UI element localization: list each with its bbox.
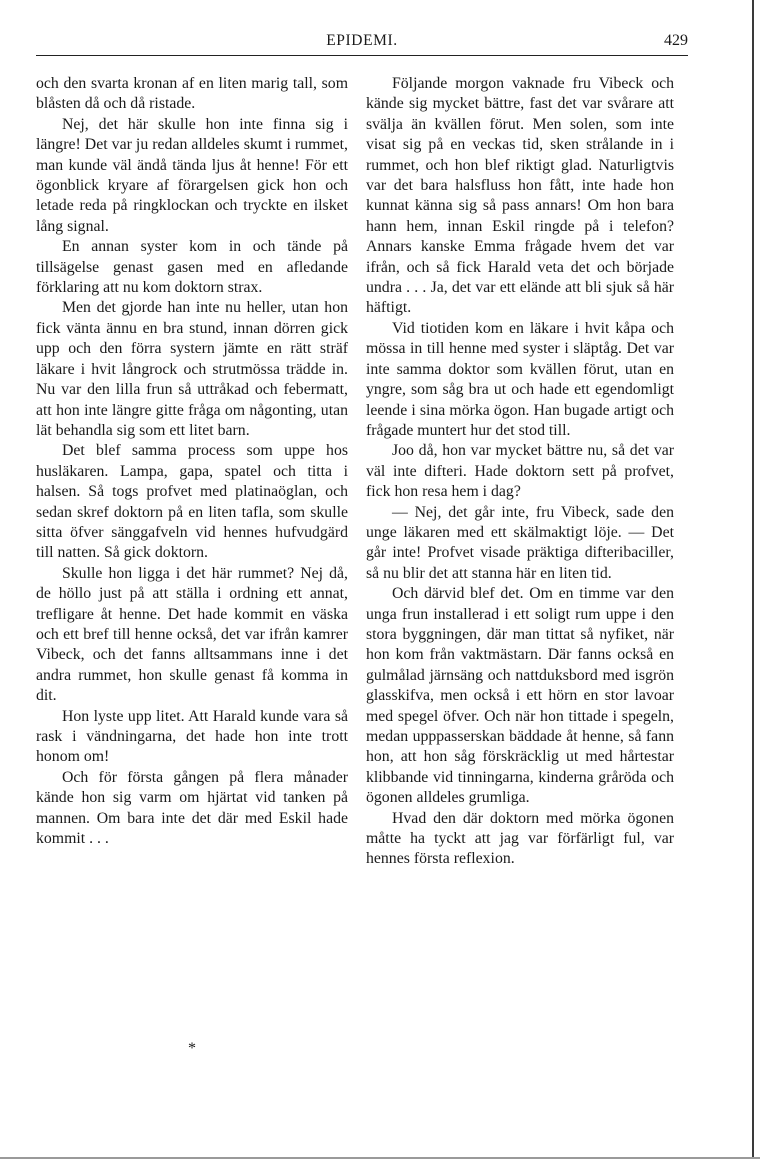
running-title: EPIDEMI. bbox=[326, 32, 398, 49]
right-column bbox=[366, 74, 674, 870]
paragraph: Hon lyste upp litet. Att Harald kunde vara så rask i vändningarna, det hade hon inte trott honom om! bbox=[36, 707, 348, 766]
page-edge bbox=[752, 0, 754, 1159]
paragraph: Joo då, hon var mycket bättre nu, så det var väl inte difteri. Hade doktorn sett på profvet, fick hon resa hem i dag? bbox=[366, 442, 674, 501]
paragraph: Det blef samma process som uppe hos husläkaren. Lampa, gapa, spatel och titta i halsen. Så togs profvet med platinaöglan, och sedan skref doktorn på en liten tafla, som skulle sitta öfver sänggafveln vid hennes hufvudgärd till natten. Så gick doktorn. bbox=[36, 442, 348, 562]
paragraph: Och för första gången på flera månader kände hon sig varm om hjärtat vid tanken på mannen. Om bara inte det där med Eskil hade kommit . . . bbox=[36, 768, 348, 848]
paragraph: Hvad den där doktorn med mörka ögonen måtte ha tyckt att jag var förfärligt ful, var hennes första reflexion. bbox=[366, 809, 674, 868]
paragraph: Och därvid blef det. Om en timme var den unga frun installerad i ett soligt rum uppe i den stora byggningen, där man tittat så nyfiket, när hon kom från vaktmästarn. Där fanns också en gulmålad järnsäng och nattduksbord med isgrön glasskifva, men också i ett hörn en stor lavoar med spegel öfver. Och när hon tittade i spegeln, medan upppasserskan bäddade åt henne, så fann hon, att hon såg förskräcklig ut med hårtestar klibbande vid tinningarna, kinderna gråröda och ögonen alldeles grumliga. bbox=[366, 585, 674, 807]
paragraph: En annan syster kom in och tände på tillsägelse genast gasen med en afledande förklaring att nu kom doktorn strax. bbox=[36, 238, 348, 297]
section-separator: * bbox=[188, 1040, 196, 1057]
page-number: 429 bbox=[664, 32, 688, 49]
paragraph: Men det gjorde han inte nu heller, utan hon fick vänta ännu en bra stund, innan dörren gick upp och den förra systern jämte en rätt sträf läkare i hvit långrock och strutmössa trädde in. Nu var den lilla frun så uttråkad och febermatt, att hon inte längre gitte fråga om någonting, utan lät behandla sig som ett litet barn. bbox=[36, 299, 348, 439]
paragraph: Skulle hon ligga i det här rummet? Nej då, de höllo just på att ställa i ordning ett annat, trefligare åt henne. Det hade kommit en väska och ett bref till henne också, det var ifrån kamrer Vibeck, och det fanns alltsammans inne i det andra rummet, hon skulle genast få komma in dit. bbox=[36, 564, 348, 705]
paragraph: — Nej, det går inte, fru Vibeck, sade den unge läkaren med ett skälmaktigt löje. — Det går inte! Profvet visade präktiga difteribaciller, så nu blir det att stanna här en liten tid. bbox=[366, 503, 674, 582]
paragraph: Nej, det här skulle hon inte finna sig i längre! Det var ju redan alldeles skumt i rummet, man kunde väl ändå tända ljus åt henne! För ett ögonblick kryare af förargelsen gick hon och letade reda på ringklockan och tryckte en ilsket lång signal. bbox=[36, 115, 348, 235]
header-rule bbox=[36, 55, 688, 56]
paragraph: Följande morgon vaknade fru Vibeck och kände sig mycket bättre, fast det var svårare att svälja än kvällen förut. Men solen, som inte visat sig på en veckas tid, sken strålande in i rummet, och hon blef riktigt glad. Naturligtvis var det bara halsfluss hon fått, inte hade hon kunnat känna sig så pass annars! Om hon bara hann hem, innan Eskil ringde på i telefon? Annars kanske Emma frågade hvem det var ifrån, och så fick Harald veta det och började undra . . . Ja, det var ett elände att bli sjuk så här häftigt. bbox=[366, 75, 674, 317]
paragraph: Vid tiotiden kom en läkare i hvit kåpa och mössa in till henne med syster i släptåg. Det var inte samma doktor som kvällen förut, utan en yngre, som såg bra ut och hade ett egendomligt leende i sina mörka ögon. Han bugade artigt och frågade muntert hur det stod till. bbox=[366, 319, 674, 439]
paragraph: och den svarta kronan af en liten marig tall, som blåsten då och då ristade. bbox=[36, 75, 348, 113]
left-column bbox=[36, 74, 348, 849]
